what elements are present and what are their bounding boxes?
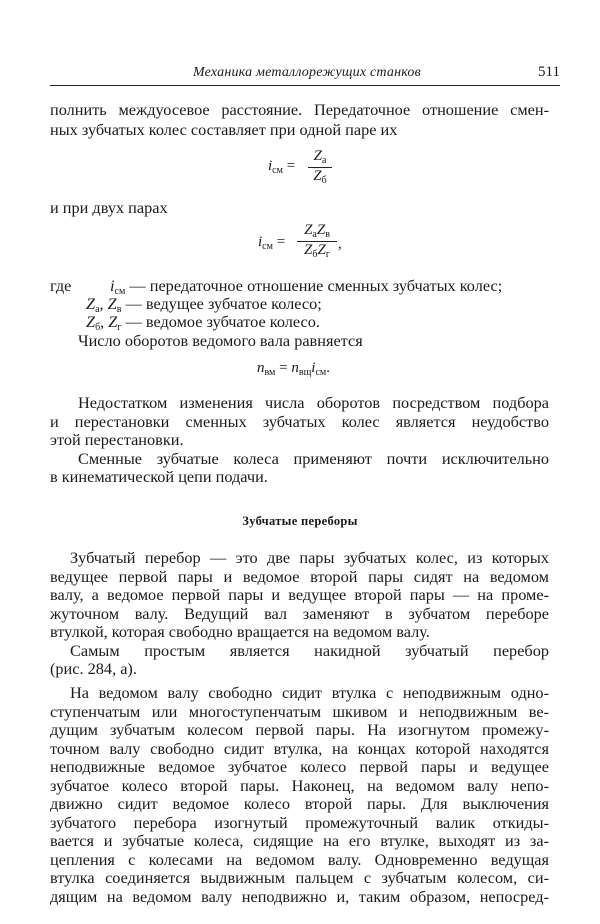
- definition-line: $i_{см}$ — передаточное отношение сменных зубчатых колес;: [110, 276, 503, 297]
- text-line: движно сидит ведомое колесо второй пары. Для выключения: [50, 794, 549, 813]
- text-line: Самым простым является накидной зубчатый перебор: [70, 641, 549, 660]
- text-line: и перестановки сменных зубчатых колес является неудобство: [50, 412, 549, 431]
- text-line: ведущее первой пары и ведомое второй пары сидят на ведомом: [50, 567, 549, 586]
- formula-comma: ,: [338, 236, 342, 252]
- header-title: Механика металлорежущих станков: [193, 65, 421, 80]
- text-line: ных зубчатых колес составляет при одной паре их: [50, 120, 398, 139]
- text-line: зубчатого перебора изогнутый промежуточный валик откиды-: [50, 813, 549, 832]
- text-line: вается и зубчатые колеса, сидящие на его втулке, выходят из за-: [50, 831, 549, 850]
- page-number: 511: [538, 64, 560, 80]
- text-line: зубчатое колесо второй пары. Наконец, на ведомом валу непо-: [50, 776, 549, 795]
- text-line: (рис. 284, а).: [50, 659, 137, 678]
- text-line: валу, а ведомое первой пары и ведущее второй пары — на проме-: [50, 585, 549, 604]
- text-line: На ведомом валу свободно сидит втулка с неподвижным одно-: [70, 683, 549, 702]
- text-line: дущим зубчатым колесом первой пары. На изогнутом промежу-: [50, 720, 549, 739]
- formula-gear-ratio-single: $i_{см}$ =: [268, 158, 296, 176]
- formula-rpm: $n_{вм} = n_{вщ}i_{см}$.: [257, 360, 330, 378]
- text-line: Число оборотов ведомого вала равняется: [78, 331, 363, 350]
- fraction: $Z_аZ_в$ $Z_бZ_г$: [297, 222, 337, 260]
- text-line: Зубчатый перебор — это две пары зубчатых колес, из которых: [70, 548, 549, 567]
- text-line: и при двух парах: [50, 198, 168, 217]
- text-line: жуточном валу. Ведущий вал заменяют в зубчатом переборе: [50, 604, 549, 623]
- definition-line: $Z_б$, $Z_г$ — ведомое зубчатое колесо.: [86, 312, 320, 333]
- text-line: неподвижные ведомое зубчатое колесо первой пары и ведущее: [50, 757, 549, 776]
- text-line: ступенчатым или многоступенчатым шкивом и неподвижным ве-: [50, 702, 549, 721]
- formula-gear-ratio-double: $i_{см}$ =: [258, 234, 286, 252]
- text-line: полнить междуосевое расстояние. Передаточное отношение смен-: [50, 100, 549, 119]
- text-line: точном валу свободно сидит втулка, на концах которой находятся: [50, 739, 549, 758]
- text-line: в кинематической цепи подачи.: [50, 467, 268, 486]
- definition-line: $Z_а$, $Z_в$ — ведущее зубчатое колесо;: [86, 294, 322, 315]
- text-line: Недостатком изменения числа оборотов посредством подбора: [78, 393, 549, 412]
- text-line: где: [50, 276, 72, 295]
- running-header: [50, 63, 560, 86]
- text-line: втулка соединяется выдвижным пальцем с зубчатым колесом, си-: [50, 868, 549, 887]
- fraction: $Z_а$ $Z_б$: [308, 148, 332, 186]
- text-line: дящим на ведомом валу неподвижно и, таким образом, непосред-: [50, 887, 549, 906]
- text-line: цепления с колесами на ведомом валу. Одновременно ведущая: [50, 850, 549, 869]
- text-line: этой перестановки.: [50, 430, 184, 449]
- section-title: Зубчатые переборы: [242, 514, 358, 528]
- text-line: втулкой, которая свободно вращается на ведомом валу.: [50, 622, 430, 641]
- text-line: Сменные зубчатые колеса применяют почти исключительно: [78, 449, 549, 468]
